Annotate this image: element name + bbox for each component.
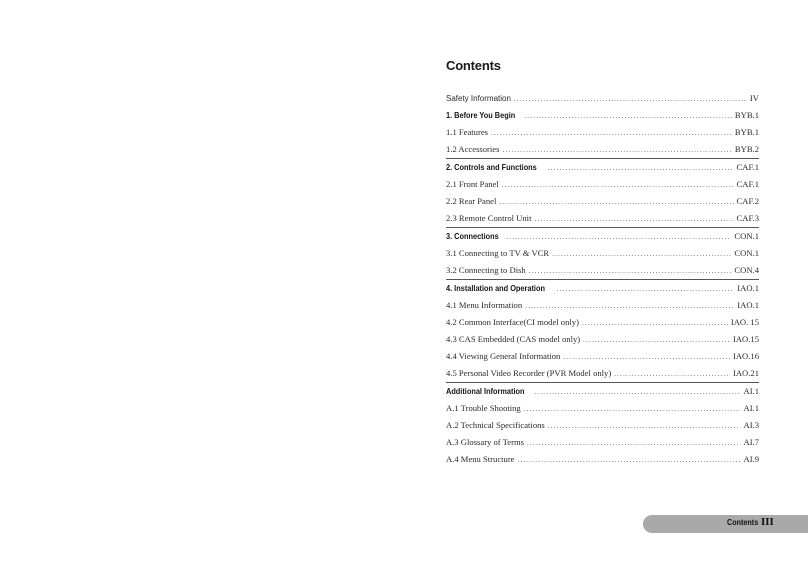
toc-entry-page: IAO.21 bbox=[732, 368, 759, 378]
toc-section bbox=[446, 227, 759, 279]
toc-entry-page: IAO.15 bbox=[732, 334, 759, 344]
dot-leader bbox=[514, 91, 747, 108]
toc-entry-label: 4.2 Common Interface(CI model only) bbox=[446, 317, 579, 327]
dot-leader bbox=[534, 384, 740, 401]
toc-entry-label: A.3 Glossary of Terms bbox=[446, 437, 525, 447]
toc-entry[interactable] bbox=[446, 434, 759, 451]
safety-section bbox=[446, 90, 759, 107]
toc-entry-label: 3.2 Connecting to Dish bbox=[446, 265, 526, 275]
toc-entry-label: 1. Before You Begin bbox=[446, 111, 516, 120]
toc-entry-page: AI.7 bbox=[743, 437, 759, 447]
dot-leader bbox=[614, 366, 730, 383]
toc-entry-label: 4.4 Viewing General Information bbox=[446, 351, 561, 361]
toc-entry-page: AI.1 bbox=[743, 386, 759, 396]
page-title: Contents bbox=[446, 58, 501, 73]
dot-leader bbox=[563, 349, 730, 366]
toc-entry-page: CON.1 bbox=[734, 231, 759, 241]
toc-section-heading[interactable] bbox=[446, 228, 759, 245]
toc-entry[interactable] bbox=[446, 314, 759, 331]
toc-entry[interactable] bbox=[446, 124, 759, 141]
toc-entry-page: IV bbox=[749, 93, 759, 103]
toc-entry-page: BYB.2 bbox=[734, 144, 759, 154]
dot-leader bbox=[582, 315, 728, 332]
toc-entry-page: BYB.1 bbox=[734, 110, 759, 120]
toc-entry-label: Safety Information bbox=[446, 94, 511, 103]
toc-entry-label: A.4 Menu Structure bbox=[446, 454, 515, 464]
toc-entry-label: 4.5 Personal Video Recorder (PVR Model only) bbox=[446, 368, 612, 378]
dot-leader bbox=[524, 108, 732, 125]
dot-leader bbox=[518, 452, 741, 469]
toc-section-heading[interactable] bbox=[446, 107, 759, 124]
dot-leader bbox=[548, 160, 734, 177]
toc-entry-page: IAO.16 bbox=[732, 351, 759, 361]
dot-leader bbox=[527, 435, 740, 452]
toc-entry[interactable] bbox=[446, 176, 759, 193]
toc-entry-label: Additional Information bbox=[446, 387, 525, 396]
toc-entry[interactable] bbox=[446, 365, 759, 382]
toc-entry-label: 3.1 Connecting to TV & VCR bbox=[446, 248, 550, 258]
toc-entry-page: IAO.1 bbox=[737, 300, 759, 310]
toc-section-heading[interactable] bbox=[446, 280, 759, 297]
toc-entry[interactable] bbox=[446, 193, 759, 210]
toc-entry-page: CAF.1 bbox=[736, 162, 759, 172]
toc-entry[interactable] bbox=[446, 262, 759, 279]
table-of-contents bbox=[446, 56, 759, 468]
dot-leader bbox=[524, 401, 741, 418]
toc-entry-page: BYB.1 bbox=[734, 127, 759, 137]
toc-section bbox=[446, 107, 759, 158]
toc-entry-label: 4.3 CAS Embedded (CAS model only) bbox=[446, 334, 581, 344]
footer-bar bbox=[643, 515, 808, 533]
toc-entry[interactable] bbox=[446, 245, 759, 262]
toc-entry[interactable] bbox=[446, 417, 759, 434]
toc-entry-label: 2. Controls and Functions bbox=[446, 163, 537, 172]
toc-entry-label: A.2 Technical Specifications bbox=[446, 420, 545, 430]
dot-leader bbox=[529, 263, 732, 280]
toc-entry-label: 3. Connections bbox=[446, 232, 499, 241]
dot-leader bbox=[502, 142, 731, 159]
toc-entry-page: IAO. 15 bbox=[730, 317, 759, 327]
toc-entry-page: IAO.1 bbox=[737, 283, 759, 293]
dot-leader bbox=[499, 194, 733, 211]
toc-entry[interactable] bbox=[446, 348, 759, 365]
toc-entry-label: 4.1 Menu Information bbox=[446, 300, 523, 310]
toc-entry[interactable] bbox=[446, 210, 759, 227]
toc-entry-page: AI.3 bbox=[743, 420, 759, 430]
toc-section-heading[interactable] bbox=[446, 383, 759, 400]
footer-page-number: III bbox=[761, 516, 774, 528]
dot-leader bbox=[552, 246, 731, 263]
dot-leader bbox=[534, 211, 733, 228]
toc-entry-label: 1.1 Features bbox=[446, 127, 489, 137]
toc-entry-label: A.1 Trouble Shooting bbox=[446, 403, 521, 413]
toc-entry-label: 2.2 Rear Panel bbox=[446, 196, 497, 206]
dot-leader bbox=[525, 298, 734, 315]
toc-entry[interactable] bbox=[446, 331, 759, 348]
dot-leader bbox=[506, 229, 731, 246]
dot-leader bbox=[548, 418, 741, 435]
toc-entry-label: 2.1 Front Panel bbox=[446, 179, 499, 189]
toc-entry-page: CAF.2 bbox=[736, 196, 759, 206]
toc-entry[interactable] bbox=[446, 141, 759, 158]
toc-entry-safety[interactable] bbox=[446, 90, 759, 107]
toc-entry-page: CON.1 bbox=[734, 248, 759, 258]
dot-leader bbox=[557, 281, 735, 298]
toc-section bbox=[446, 158, 759, 227]
toc-entry-page: CAF.3 bbox=[736, 213, 759, 223]
toc-section bbox=[446, 279, 759, 382]
footer-label: Contents bbox=[727, 518, 759, 527]
toc-entry-page: CAF.1 bbox=[736, 179, 759, 189]
toc-section bbox=[446, 382, 759, 468]
toc-entry-label: 2.3 Remote Control Unit bbox=[446, 213, 532, 223]
toc-entry-label: 1.2 Accessories bbox=[446, 144, 500, 154]
toc-entry-page: AI.1 bbox=[743, 403, 759, 413]
dot-leader bbox=[583, 332, 730, 349]
toc-entry-label: 4. Installation and Operation bbox=[446, 284, 545, 293]
toc-entry-page: CON.4 bbox=[734, 265, 759, 275]
toc-entry[interactable] bbox=[446, 451, 759, 468]
toc-entry[interactable] bbox=[446, 400, 759, 417]
dot-leader bbox=[491, 125, 732, 142]
dot-leader bbox=[502, 177, 734, 194]
toc-section-heading[interactable] bbox=[446, 159, 759, 176]
toc-entry-page: AI.9 bbox=[743, 454, 759, 464]
toc-entry[interactable] bbox=[446, 297, 759, 314]
